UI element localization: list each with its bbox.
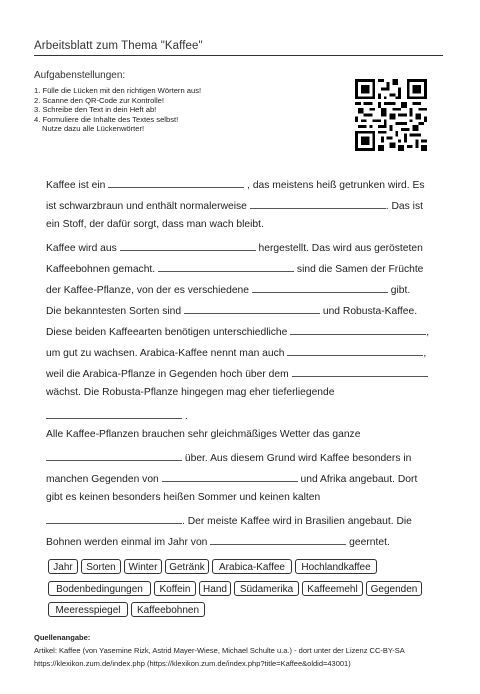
blank-field[interactable] (210, 534, 346, 545)
blank-field[interactable] (292, 366, 428, 377)
word-card[interactable]: Sorten (81, 559, 121, 574)
source-citation: Artikel: Kaffee (von Yasemine Rizk, Astrid Mayer-Wiese, Michael Schulte u.a.) - dort unter der Lizenz CC-BY-SA (34, 646, 405, 655)
cloze-line: ein Stoff, der dafür sorgt, dass man wach bleibt. (46, 219, 264, 230)
cloze-line: Kaffee ist ein , das meistens heiß getrunken wird. Es (46, 177, 446, 191)
word-card[interactable]: Arabica-Kaffee (212, 559, 292, 574)
cloze-line: ist schwarzbraun und enthält normalerweise . Das ist (46, 198, 446, 212)
cloze-line: wächst. Die Robusta-Pflanze hingegen mag eher tieferliegende (46, 387, 335, 398)
word-card[interactable]: Winter (124, 559, 162, 574)
cloze-line: Diese beiden Kaffeearten benötigen unterschiedliche , (46, 324, 446, 338)
word-card[interactable]: Bodenbedingungen (48, 581, 151, 596)
blank-field[interactable] (287, 345, 423, 356)
sources-heading: Quellenangabe: (34, 633, 91, 642)
word-card[interactable]: Kaffeemehl (302, 581, 363, 596)
cloze-line: Bohnen werden einmal im Jahr von geerntet. (46, 534, 446, 548)
task-list (34, 86, 201, 134)
blank-field[interactable] (46, 513, 182, 524)
cloze-line: Alle Kaffee-Pflanzen brauchen sehr gleichmäßiges Wetter das ganze (46, 429, 361, 440)
blank-field[interactable] (158, 261, 294, 272)
word-card[interactable]: Gegenden (366, 581, 422, 596)
source-link[interactable]: https://klexikon.zum.de/index.php (https://klexikon.zum.de/index.php?title=Kaffee&oldid=43001) (34, 659, 351, 668)
blank-field[interactable] (184, 303, 320, 314)
word-card[interactable]: Getränk (165, 559, 209, 574)
word-card[interactable]: Kaffeebohnen (131, 602, 205, 617)
word-card[interactable]: Jahr (48, 559, 78, 574)
cloze-line: weil die Arabica-Pflanze in Gegenden hoch über dem (46, 366, 446, 380)
qr-code-icon[interactable] (355, 79, 427, 151)
cloze-line: der Kaffee-Pflanze, von der es verschiedene gibt. (46, 282, 446, 296)
cloze-line: Kaffeebohnen gemacht. sind die Samen der Früchte (46, 261, 446, 275)
cloze-line: gibt es keinen besonders heißen Sommer und keinen kalten (46, 492, 321, 503)
task-item: 3. Schreibe den Text in dein Heft ab! (34, 105, 157, 115)
task-item: 4. Formuliere die Inhalte des Textes selbst! (34, 114, 179, 124)
blank-field[interactable] (252, 282, 388, 293)
blank-field[interactable] (46, 450, 182, 461)
blank-field[interactable] (120, 240, 256, 251)
cloze-line: um gut zu wachsen. Arabica-Kaffee nennt man auch , (46, 345, 446, 359)
blank-field[interactable] (46, 408, 182, 419)
cloze-line: . Der meiste Kaffee wird in Brasilien angebaut. Die (46, 513, 446, 527)
blank-field[interactable] (250, 198, 386, 209)
tasks-heading: Aufgabenstellungen: (34, 70, 126, 81)
blank-field[interactable] (108, 177, 244, 188)
word-card[interactable]: Hand (199, 581, 231, 596)
task-item: 1. Fülle die Lücken mit den richtigen Wörtern aus! (34, 86, 202, 95)
cloze-line: . (46, 408, 446, 422)
cloze-line: Die bekanntesten Sorten sind und Robusta-Kaffee. (46, 303, 446, 317)
cloze-line: manchen Gegenden von und Afrika angebaut. Dort (46, 471, 446, 485)
word-card[interactable]: Südamerika (234, 581, 299, 596)
task-item: 2. Scanne den QR-Code zur Kontrolle! (34, 95, 165, 105)
word-card[interactable]: Hochlandkaffee (295, 559, 377, 574)
worksheet-title: Arbeitsblatt zum Thema "Kaffee" (34, 40, 203, 52)
word-card[interactable]: Koffein (154, 581, 196, 596)
word-card[interactable]: Meeresspiegel (48, 602, 128, 617)
blank-field[interactable] (290, 324, 426, 335)
title-divider (34, 55, 443, 56)
cloze-line: über. Aus diesem Grund wird Kaffee besonders in (46, 450, 446, 464)
task-item: Nutze dazu alle Lückenwörter! (42, 124, 145, 134)
cloze-line: Kaffee wird aus hergestellt. Das wird aus gerösteten (46, 240, 446, 254)
blank-field[interactable] (162, 471, 298, 482)
